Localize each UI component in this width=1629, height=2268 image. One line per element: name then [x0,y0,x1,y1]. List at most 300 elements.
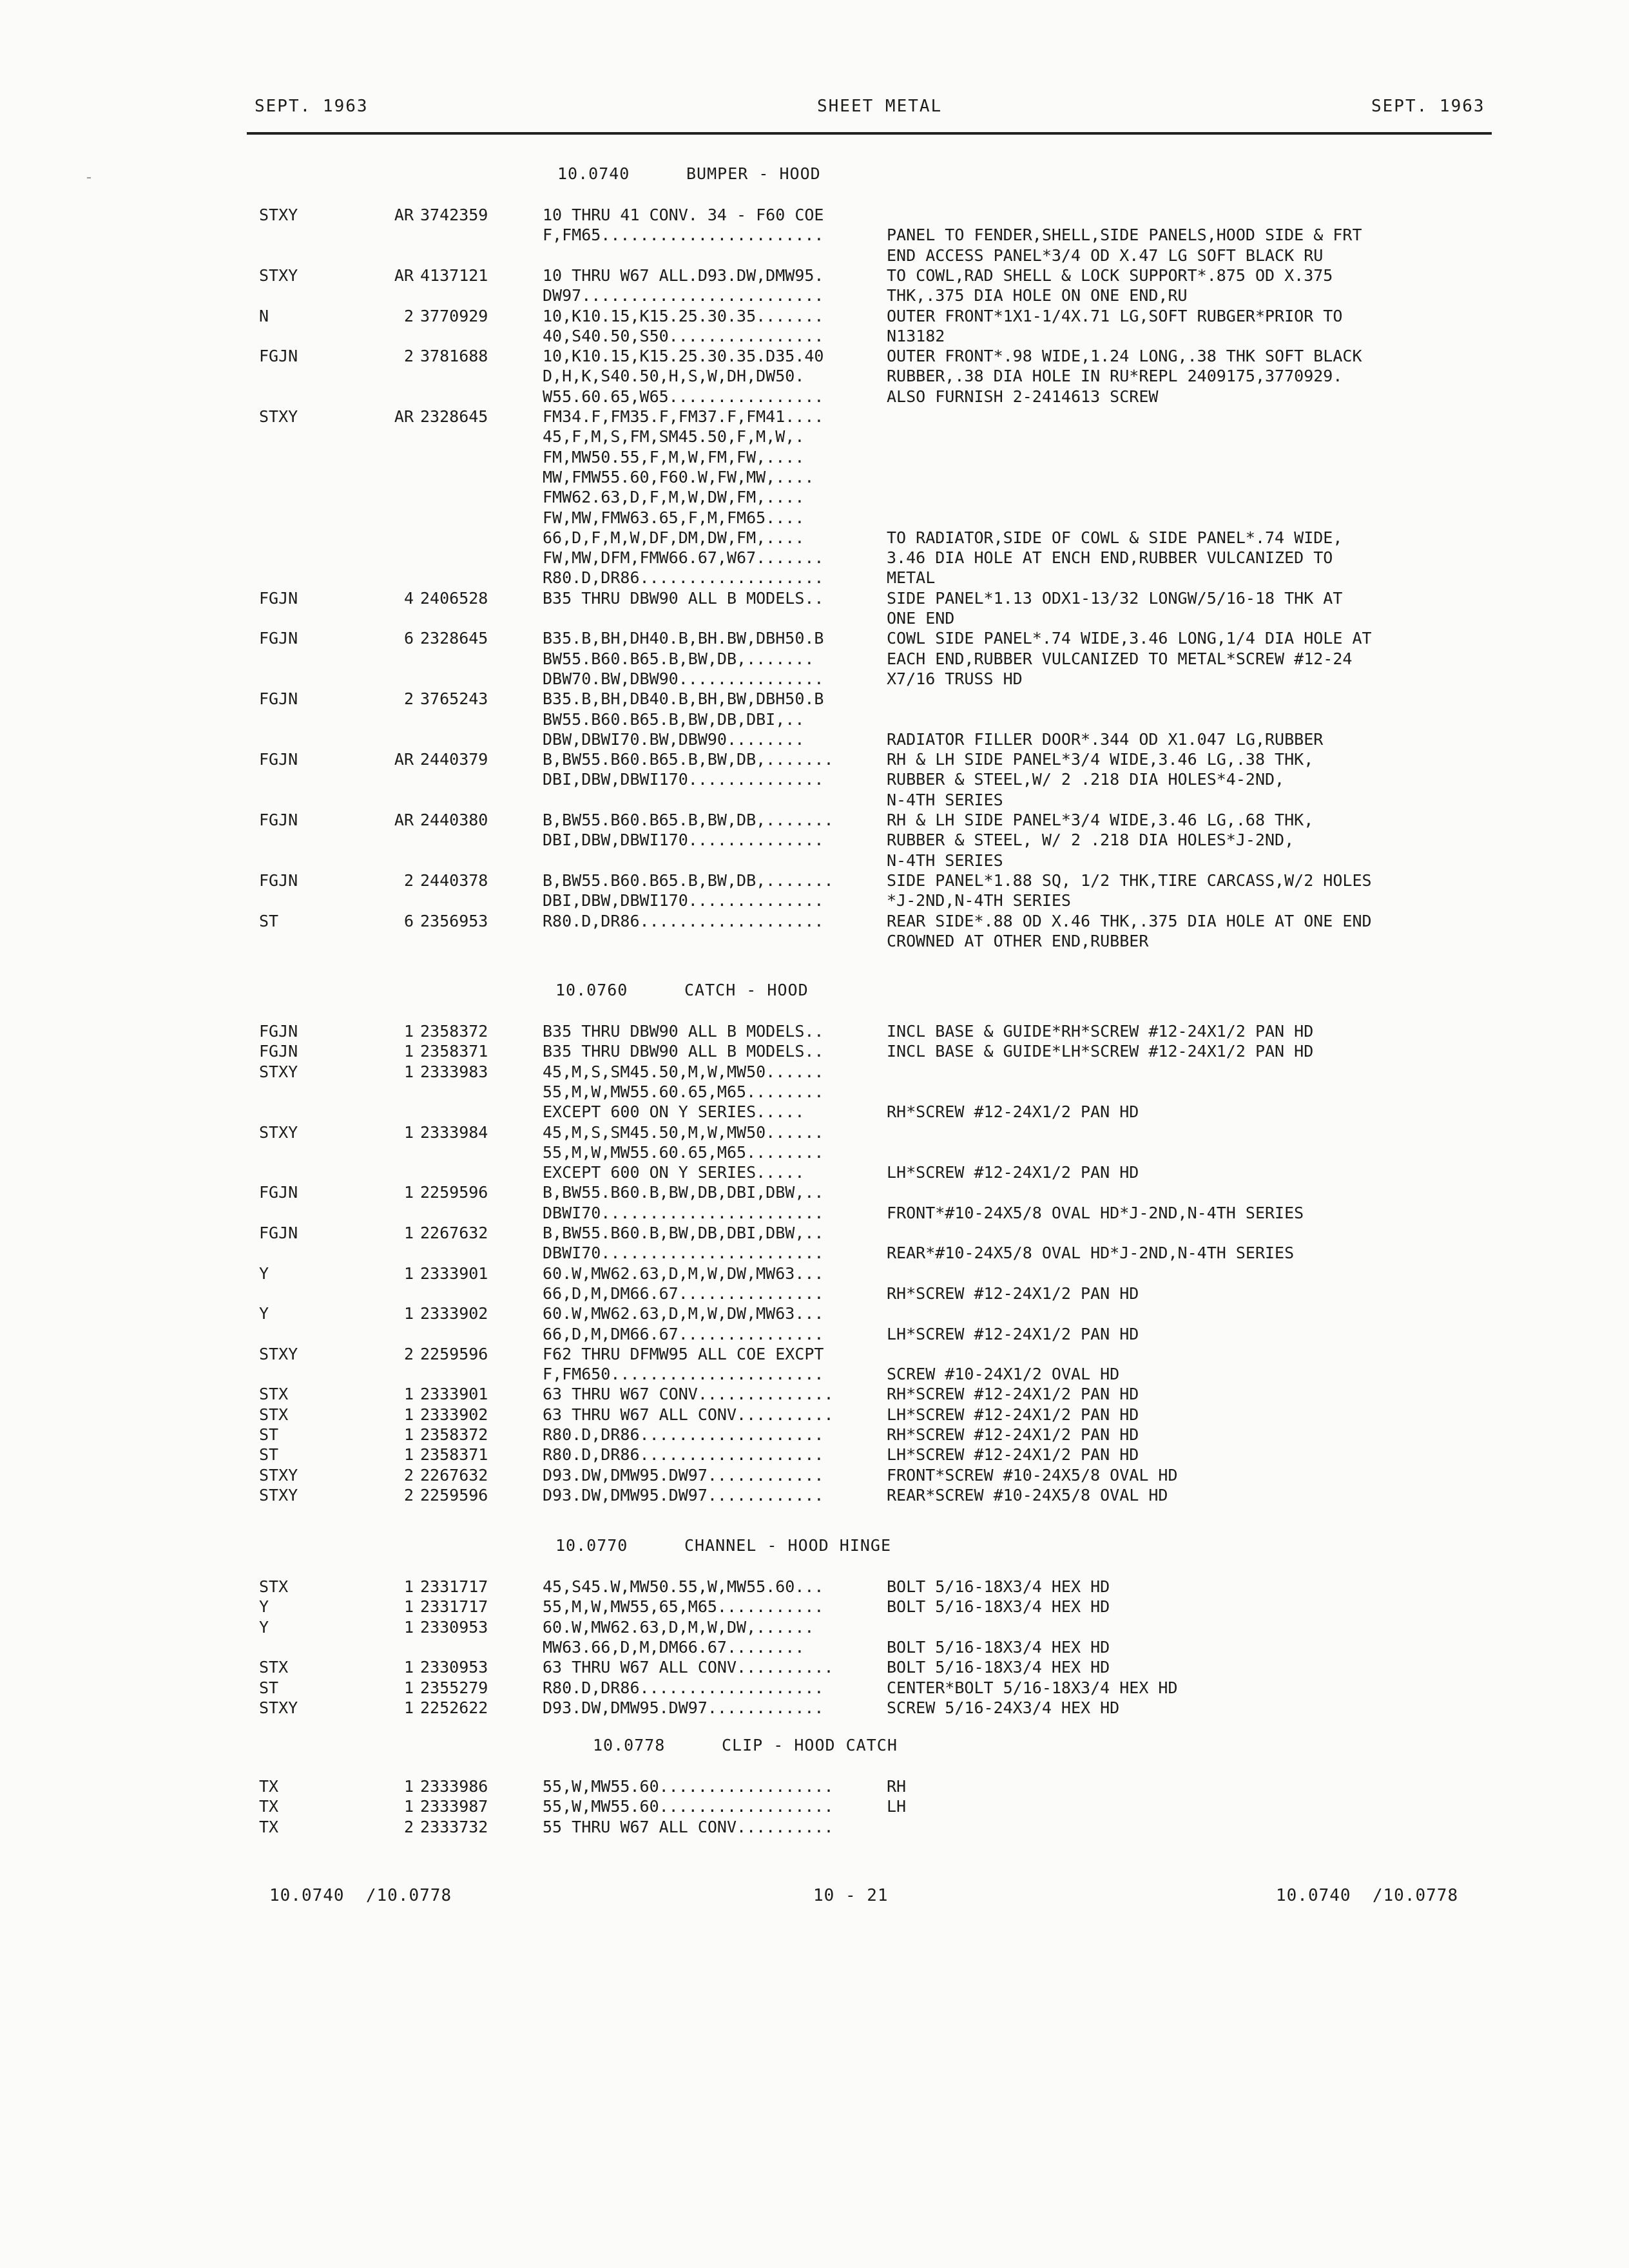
application: DBI,DBW,DBWI170.............. [543,831,824,850]
application: 10,K10.15,K15.25.30.35.D35.40 [543,347,824,366]
application: DBWI70....................... [543,1244,824,1263]
vehicle-code: FGJN [259,1042,298,1061]
table-row [0,1082,1629,1102]
description: RH [887,1777,907,1796]
section-title: CATCH - HOOD [684,981,809,999]
application: 55 THRU W67 ALL CONV.......... [543,1817,834,1836]
quantity: 2 [403,689,414,709]
application: EXCEPT 600 ON Y SERIES..... [543,1163,805,1182]
section-number: 10.0740 [557,164,630,183]
application: 55,M,W,MW55.60.65,M65........ [543,1082,824,1101]
application: R80.D,DR86................... [543,911,824,930]
part-number: 2259596 [420,1183,488,1202]
application: MW,FMW55.60,F60.W,FW,MW,.... [543,467,815,486]
part-number: 2252622 [420,1698,488,1717]
part-number: 3781688 [420,347,488,366]
description: METAL [887,568,936,588]
part-number: 2259596 [420,1344,488,1363]
table-row [0,245,1629,266]
table-row [0,1384,1629,1405]
description: BOLT 5/16-18X3/4 HEX HD [887,1597,1110,1617]
part-number: 2358371 [420,1042,488,1061]
footer-page-number: 10 - 21 [813,1886,889,1905]
table-row [0,1425,1629,1445]
table-row [0,1303,1629,1324]
application: DBW70.BW,DBW90............... [543,669,824,688]
description: RH & LH SIDE PANEL*3/4 WIDE,3.46 LG,.68 THK, [887,811,1314,829]
table-row [0,528,1629,548]
quantity: 2 [403,1817,414,1836]
vehicle-code: STXY [259,1344,298,1363]
table-row [0,447,1629,468]
table-row [0,1445,1629,1465]
vehicle-code: Y [259,1264,269,1283]
application: FM34.F,FM35.F,FM37.F,FM41.... [543,407,824,426]
description: ALSO FURNISH 2-2414613 SCREW [887,387,1159,406]
application: 60.W,MW62.63,D,M,W,DW,MW63... [543,1264,824,1283]
application: F,FM650...................... [543,1365,824,1384]
application: 55,W,MW55.60.................. [543,1797,834,1816]
description: THK,.375 DIA HOLE ON ONE END,RU [887,286,1188,305]
table-row [0,1657,1629,1678]
description: N-4TH SERIES [887,850,1003,870]
table-row [0,1577,1629,1597]
table-row [0,366,1629,387]
part-number: 3765243 [420,689,488,709]
vehicle-code: FGJN [259,1183,298,1202]
description: SIDE PANEL*1.88 SQ, 1/2 THK,TIRE CARCASS,W/2 HOLES [887,870,1372,890]
table-row [0,669,1629,689]
quantity: 6 [403,911,414,930]
part-number: 2356953 [420,911,488,930]
quantity: 1 [403,1797,414,1816]
part-number: 2355279 [420,1678,488,1697]
part-number: 2358371 [420,1445,488,1465]
part-number: 2358372 [420,1022,488,1041]
table-row [0,911,1629,932]
vehicle-code: STXY [259,1465,298,1485]
application: 55,W,MW55.60.................. [543,1777,834,1796]
section-number: 10.0760 [555,981,628,999]
part-number: 2333986 [420,1777,488,1796]
quantity: AR [394,265,414,285]
part-number: 2406528 [420,588,488,608]
vehicle-code: STX [259,1577,289,1596]
quantity: 1 [403,1183,414,1202]
table-row [0,1776,1629,1797]
application: BW55.B60.B65.B,BW,DB,....... [543,649,815,668]
application: DBWI70....................... [543,1203,824,1222]
table-row [0,628,1629,649]
table-row [0,709,1629,730]
quantity: 2 [403,870,414,890]
part-number: 2333983 [420,1062,488,1081]
table-row [0,1283,1629,1304]
part-number: 4137121 [420,265,488,285]
header-title: SHEET METAL [817,97,943,116]
application: D93.DW,DMW95.DW97............ [543,1465,824,1485]
part-number: 2331717 [420,1577,488,1596]
description: END ACCESS PANEL*3/4 OD X.47 LG SOFT BLACK RU [887,245,1324,265]
footer-range-left: 10.0740 /10.0778 [269,1886,452,1905]
description: REAR*#10-24X5/8 OVAL HD*J-2ND,N-4TH SERIES [887,1244,1295,1263]
table-row [0,749,1629,770]
vehicle-code: STXY [259,1698,298,1717]
application: 60.W,MW62.63,D,M,W,DW,...... [543,1617,815,1637]
section-title: BUMPER - HOOD [686,164,821,183]
description: INCL BASE & GUIDE*RH*SCREW #12-24X1/2 PAN HD [887,1022,1314,1041]
table-row [0,1324,1629,1345]
part-number: 2333902 [420,1405,488,1424]
vehicle-code: ST [259,911,279,930]
table-row [0,508,1629,528]
description: COWL SIDE PANEL*.74 WIDE,3.46 LONG,1/4 DIA HOLE AT [887,629,1372,648]
description: FRONT*#10-24X5/8 OVAL HD*J-2ND,N-4TH SERIES [887,1203,1304,1222]
vehicle-code: FGJN [259,1022,298,1041]
part-number: 2440379 [420,750,488,769]
table-row [0,931,1629,952]
application: F,FM65....................... [543,226,824,245]
application: F62 THRU DFMW95 ALL COE EXCPT [543,1344,824,1363]
description: EACH END,RUBBER VULCANIZED TO METAL*SCREW #12-24 [887,649,1353,668]
table-row [0,225,1629,245]
description: RH*SCREW #12-24X1/2 PAN HD [887,1283,1139,1303]
quantity: AR [394,750,414,769]
quantity: 1 [403,1678,414,1697]
quantity: 1 [403,1425,414,1444]
application: B35.B,BH,DH40.B,BH.BW,DBH50.B [543,629,824,648]
table-row [0,1465,1629,1486]
part-number: 3770929 [420,306,488,325]
vehicle-code: STX [259,1385,289,1404]
application: EXCEPT 600 ON Y SERIES..... [543,1102,805,1122]
table-row [0,1617,1629,1638]
section-title: CHANNEL - HOOD HINGE [684,1536,892,1555]
table-row [0,1203,1629,1224]
vehicle-code: N [259,306,269,325]
description: LH*SCREW #12-24X1/2 PAN HD [887,1445,1139,1465]
application: R80.D,DR86................... [543,568,824,588]
vehicle-code: STX [259,1658,289,1677]
application: DBI,DBW,DBWI170.............. [543,891,824,910]
application: DBI,DBW,DBWI170.............. [543,770,824,789]
section-heading [0,164,1629,185]
application: FW,MW,FMW63.65,F,M,FM65.... [543,508,805,527]
description: FRONT*SCREW #10-24X5/8 OVAL HD [887,1465,1178,1485]
part-number: 2358372 [420,1425,488,1444]
application: 55,M,W,MW55.60.65,M65........ [543,1142,824,1162]
vehicle-code: STXY [259,206,298,224]
table-row [0,427,1629,447]
application: 63 THRU W67 CONV.............. [543,1385,834,1404]
application: 10 THRU W67 ALL.D93.DW,DMW95. [543,265,824,285]
quantity: 1 [403,1698,414,1717]
section-heading [0,1736,1629,1756]
table-row [0,548,1629,568]
description: BOLT 5/16-18X3/4 HEX HD [887,1658,1110,1677]
vehicle-code: STXY [259,265,298,285]
description: RADIATOR FILLER DOOR*.344 OD X1.047 LG,RUBBER [887,729,1324,749]
table-row [0,205,1629,226]
application: 55,M,W,MW55,65,M65........... [543,1597,824,1617]
table-row [0,790,1629,811]
table-row [0,1597,1629,1617]
application: MW63.66,D,M,DM66.67........ [543,1637,805,1657]
description: LH [887,1797,907,1816]
quantity: 1 [403,1062,414,1081]
application: R80.D,DR86................... [543,1445,824,1465]
quantity: 2 [403,306,414,325]
description: SCREW 5/16-24X3/4 HEX HD [887,1698,1120,1717]
table-row [0,729,1629,750]
application: 45,M,S,SM45.50,M,W,MW50...... [543,1062,824,1081]
description: REAR SIDE*.88 OD X.46 THK,.375 DIA HOLE AT ONE END [887,911,1372,930]
quantity: 4 [403,588,414,608]
application: BW55.B60.B65.B,BW,DB,DBI,.. [543,709,805,729]
quantity: 1 [403,1597,414,1617]
description: LH*SCREW #12-24X1/2 PAN HD [887,1163,1139,1182]
application: W55.60.65,W65................ [543,387,824,406]
table-row [0,608,1629,629]
section-heading [0,981,1629,1001]
footer-range-right: 10.0740 /10.0778 [1276,1886,1459,1905]
vehicle-code: STXY [259,1485,298,1504]
application: FM,MW50.55,F,M,W,FM,FW,.... [543,447,805,466]
table-row [0,1796,1629,1817]
table-row [0,1041,1629,1062]
table-row [0,1405,1629,1425]
description: RUBBER,.38 DIA HOLE IN RU*REPL 2409175,3770929. [887,367,1343,386]
section-number: 10.0778 [593,1736,666,1754]
part-number: 2259596 [420,1485,488,1504]
vehicle-code: FGJN [259,629,298,648]
vehicle-code: STX [259,1405,289,1424]
application: 45,S45.W,MW50.55,W,MW55.60... [543,1577,824,1596]
vehicle-code: Y [259,1617,269,1637]
vehicle-code: Y [259,1597,269,1617]
quantity: 1 [403,1304,414,1323]
table-row [0,830,1629,850]
table-row [0,1243,1629,1264]
table-row [0,810,1629,831]
vehicle-code: TX [259,1797,279,1816]
part-number: 2330953 [420,1658,488,1677]
application: 45,M,S,SM45.50,M,W,MW50...... [543,1122,824,1142]
application: B,BW55.B60.B65.B,BW,DB,....... [543,870,834,890]
application: B35 THRU DBW90 ALL B MODELS.. [543,588,824,608]
description: ONE END [887,609,955,628]
description: RH*SCREW #12-24X1/2 PAN HD [887,1385,1139,1404]
table-row [0,1223,1629,1244]
part-number: 2267632 [420,1465,488,1485]
application: 63 THRU W67 ALL CONV.......... [543,1405,834,1424]
table-row [0,850,1629,871]
part-number: 2267632 [420,1224,488,1242]
description: X7/16 TRUSS HD [887,669,1023,688]
part-number: 2333902 [420,1304,488,1323]
vehicle-code: ST [259,1678,279,1697]
table-row [0,1182,1629,1203]
table-row [0,346,1629,367]
application: B,BW55.B60.B,BW,DB,DBI,DBW,.. [543,1183,824,1202]
description: RUBBER & STEEL, W/ 2 .218 DIA HOLES*J-2ND, [887,831,1295,850]
quantity: AR [394,811,414,829]
table-row [0,1637,1629,1658]
table-row [0,487,1629,508]
table-row [0,1062,1629,1082]
table-row [0,1264,1629,1284]
header-date-right: SEPT. 1963 [1371,97,1485,116]
description: CROWNED AT OTHER END,RUBBER [887,931,1149,950]
quantity: 1 [403,1405,414,1424]
table-row [0,870,1629,891]
quantity: 1 [403,1577,414,1596]
table-row [0,285,1629,306]
description: RH & LH SIDE PANEL*3/4 WIDE,3.46 LG,.38 THK, [887,750,1314,769]
part-number: 3742359 [420,206,488,224]
application: 63 THRU W67 ALL CONV.......... [543,1658,834,1677]
table-row [0,890,1629,911]
description: RH*SCREW #12-24X1/2 PAN HD [887,1102,1139,1122]
application: R80.D,DR86................... [543,1425,824,1444]
vehicle-code: FGJN [259,750,298,769]
application: 66,D,M,DM66.67............... [543,1324,824,1343]
part-number: 2328645 [420,407,488,426]
part-number: 2333901 [420,1264,488,1283]
application: 10 THRU 41 CONV. 34 - F60 COE [543,206,824,224]
vehicle-code: ST [259,1445,279,1465]
quantity: 1 [403,1224,414,1242]
application: 40,S40.50,S50................ [543,326,824,345]
application: B,BW55.B60.B,BW,DB,DBI,DBW,.. [543,1224,824,1242]
description: TO COWL,RAD SHELL & LOCK SUPPORT*.875 OD X.375 [887,265,1333,285]
description: N-4TH SERIES [887,790,1003,809]
vehicle-code: ST [259,1425,279,1444]
part-number: 2333901 [420,1385,488,1404]
description: BOLT 5/16-18X3/4 HEX HD [887,1637,1110,1657]
quantity: 2 [403,1344,414,1363]
quantity: 1 [403,1264,414,1283]
part-number: 2333732 [420,1817,488,1836]
application: B35.B,BH,DB40.B,BH,BW,DBH50.B [543,689,824,709]
quantity: AR [394,206,414,224]
description: SIDE PANEL*1.13 ODX1-13/32 LONGW/5/16-18 THK AT [887,588,1343,608]
description: OUTER FRONT*.98 WIDE,1.24 LONG,.38 THK SOFT BLACK [887,347,1362,366]
table-row [0,467,1629,488]
section-heading [0,1536,1629,1557]
application: DW97......................... [543,286,824,305]
vehicle-code: FGJN [259,689,298,709]
vehicle-code: FGJN [259,347,298,366]
table-row [0,1344,1629,1365]
vehicle-code: STXY [259,407,298,426]
description: OUTER FRONT*1X1-1/4X.71 LG,SOFT RUBGER*PRIOR TO [887,306,1343,325]
vehicle-code: FGJN [259,1224,298,1242]
table-row [0,265,1629,286]
part-number: 2333984 [420,1122,488,1142]
description: TO RADIATOR,SIDE OF COWL & SIDE PANEL*.74 WIDE, [887,528,1343,547]
application: 45,F,M,S,FM,SM45.50,F,M,W,. [543,427,805,447]
section-title: CLIP - HOOD CATCH [722,1736,898,1754]
header-rule [247,132,1492,135]
part-number: 2328645 [420,629,488,648]
quantity: 2 [403,347,414,366]
table-row [0,689,1629,709]
description: *J-2ND,N-4TH SERIES [887,891,1071,910]
application: B,BW55.B60.B65.B,BW,DB,....... [543,811,834,829]
application: D,H,K,S40.50,H,S,W,DH,DW50. [543,367,805,386]
description: SCREW #10-24X1/2 OVAL HD [887,1365,1120,1384]
table-row [0,769,1629,790]
description: RH*SCREW #12-24X1/2 PAN HD [887,1425,1139,1444]
table-row [0,588,1629,609]
vehicle-code: FGJN [259,811,298,829]
quantity: 1 [403,1658,414,1677]
application: B35 THRU DBW90 ALL B MODELS.. [543,1022,824,1041]
description: INCL BASE & GUIDE*LH*SCREW #12-24X1/2 PAN HD [887,1042,1314,1061]
table-row [0,1102,1629,1122]
table-row [0,306,1629,327]
part-number: 2333987 [420,1797,488,1816]
application: R80.D,DR86................... [543,1678,824,1697]
table-row [0,387,1629,407]
application: FW,MW,DFM,FMW66.67,W67....... [543,548,824,568]
description: 3.46 DIA HOLE AT ENCH END,RUBBER VULCANIZED TO [887,548,1333,568]
table-row [0,1162,1629,1183]
vehicle-code: Y [259,1304,269,1323]
quantity: 1 [403,1042,414,1061]
vehicle-code: STXY [259,1062,298,1081]
vehicle-code: STXY [259,1122,298,1142]
application: D93.DW,DMW95.DW97............ [543,1698,824,1717]
quantity: 2 [403,1465,414,1485]
description: REAR*SCREW #10-24X5/8 OVAL HD [887,1485,1168,1504]
table-row [0,1142,1629,1163]
table-row [0,1817,1629,1838]
application: FMW62.63,D,F,M,W,DW,FM,.... [543,488,805,507]
application: B35 THRU DBW90 ALL B MODELS.. [543,1042,824,1061]
vehicle-code: TX [259,1777,279,1796]
application: 60.W,MW62.63,D,M,W,DW,MW63... [543,1304,824,1323]
table-row [0,1021,1629,1042]
part-number: 2330953 [420,1617,488,1637]
description: LH*SCREW #12-24X1/2 PAN HD [887,1324,1139,1343]
vehicle-code: TX [259,1817,279,1836]
part-number: 2440380 [420,811,488,829]
section-number: 10.0770 [555,1536,628,1555]
description: RUBBER & STEEL,W/ 2 .218 DIA HOLES*4-2ND, [887,770,1285,789]
table-row [0,568,1629,588]
description: LH*SCREW #12-24X1/2 PAN HD [887,1405,1139,1424]
table-row [0,1485,1629,1506]
quantity: AR [394,407,414,426]
quantity: 1 [403,1777,414,1796]
quantity: 1 [403,1445,414,1465]
quantity: 2 [403,1485,414,1504]
description: CENTER*BOLT 5/16-18X3/4 HEX HD [887,1678,1178,1697]
table-row [0,1678,1629,1698]
description: PANEL TO FENDER,SHELL,SIDE PANELS,HOOD SIDE & FRT [887,226,1362,245]
application: 10,K10.15,K15.25.30.35....... [543,306,824,325]
header-date-left: SEPT. 1963 [255,97,369,116]
table-row [0,326,1629,347]
part-number: 2331717 [420,1597,488,1617]
application: DBW,DBWI70.BW,DBW90........ [543,729,805,749]
table-row [0,1122,1629,1143]
table-row [0,649,1629,669]
application: D93.DW,DMW95.DW97............ [543,1485,824,1504]
application: 66,D,M,DM66.67............... [543,1283,824,1303]
